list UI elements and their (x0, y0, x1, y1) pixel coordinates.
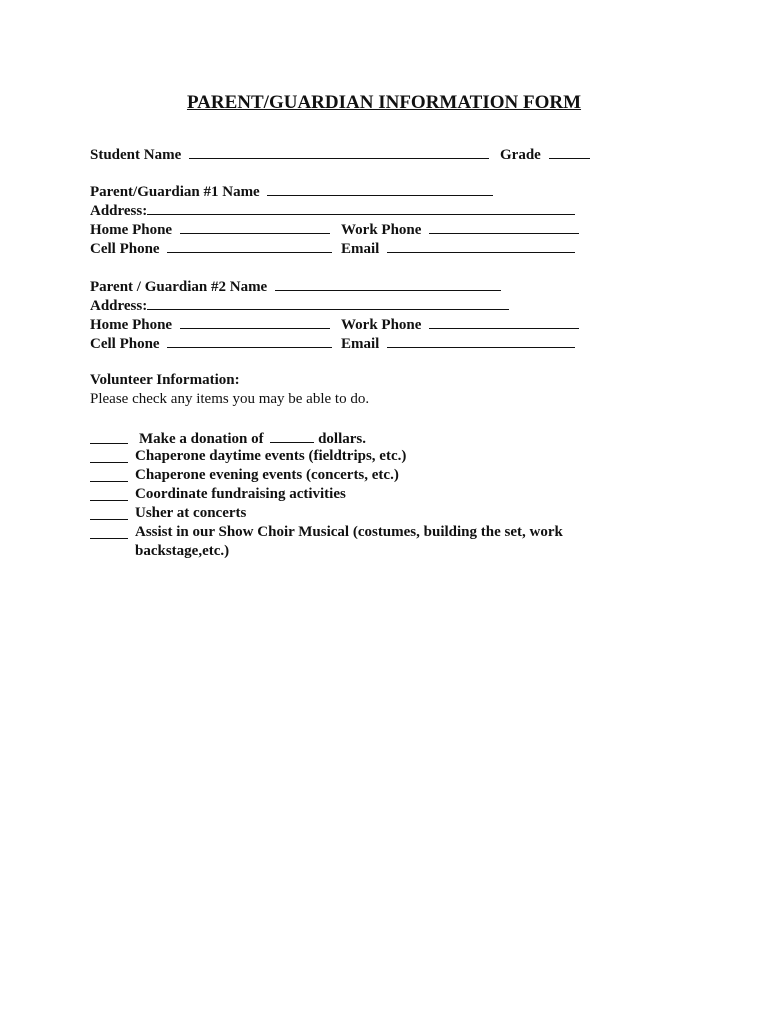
volunteer-item-musical-continued: backstage,etc.) (135, 543, 230, 559)
guardian2-work-phone-row (341, 314, 579, 335)
volunteer-item-fundraising: Coordinate fundraising activities (135, 486, 346, 502)
form-title: PARENT/GUARDIAN INFORMATION FORM (186, 92, 582, 113)
guardian2-address-row (90, 295, 509, 316)
guardian2-cell-phone-field[interactable] (167, 333, 332, 348)
musical-checkbox-blank[interactable] (90, 523, 128, 539)
volunteer-item-evening: Chaperone evening events (concerts, etc.) (135, 467, 399, 483)
guardian2-email-row (341, 333, 575, 354)
guardian1-email-field[interactable] (387, 238, 575, 253)
guardian2-email-field[interactable] (387, 333, 575, 348)
volunteer-instructions: Please check any items you may be able to do. (90, 391, 370, 407)
donation-prefix: Make a donation of (139, 431, 264, 447)
evening-checkbox-blank[interactable] (90, 466, 128, 482)
student-name-label: Student Name (90, 147, 182, 163)
daytime-checkbox-blank[interactable] (90, 447, 128, 463)
guardian2-name-row (90, 276, 501, 297)
guardian1-name-label: Parent/Guardian #1 Name (90, 184, 260, 200)
guardian1-email-label: Email (341, 241, 380, 257)
guardian2-email-label: Email (341, 336, 380, 352)
guardian1-home-phone-row (90, 219, 330, 240)
guardian1-work-phone-label: Work Phone (341, 222, 422, 238)
donation-checkbox-blank[interactable] (90, 428, 128, 444)
guardian1-email-row (341, 238, 575, 259)
student-name-field[interactable] (189, 144, 489, 159)
volunteer-item-musical: Assist in our Show Choir Musical (costumes, building the set, work (135, 524, 563, 540)
guardian1-address-field[interactable] (147, 200, 575, 215)
grade-field[interactable] (549, 144, 590, 159)
guardian2-address-field[interactable] (147, 295, 509, 310)
volunteer-item-daytime: Chaperone daytime events (fieldtrips, etc.) (135, 448, 407, 464)
guardian2-cell-phone-row (90, 333, 332, 354)
guardian1-work-phone-row (341, 219, 579, 240)
guardian2-home-phone-label: Home Phone (90, 317, 173, 333)
donation-suffix: dollars. (318, 431, 367, 447)
guardian1-address-row (90, 200, 575, 221)
guardian2-address-label: Address: (90, 298, 148, 314)
grade-row (500, 144, 590, 165)
volunteer-heading: Volunteer Information: (90, 372, 240, 388)
usher-checkbox-blank[interactable] (90, 504, 128, 520)
grade-label: Grade (500, 147, 541, 163)
guardian1-name-field[interactable] (267, 181, 493, 196)
guardian2-home-phone-row (90, 314, 330, 335)
guardian2-work-phone-label: Work Phone (341, 317, 422, 333)
fundraising-checkbox-blank[interactable] (90, 485, 128, 501)
donation-amount-field[interactable] (270, 428, 314, 443)
guardian2-cell-phone-label: Cell Phone (90, 336, 160, 352)
guardian2-work-phone-field[interactable] (429, 314, 579, 329)
volunteer-item-usher: Usher at concerts (135, 505, 247, 521)
guardian2-name-label: Parent / Guardian #2 Name (90, 279, 268, 295)
guardian1-work-phone-field[interactable] (429, 219, 579, 234)
guardian1-home-phone-label: Home Phone (90, 222, 173, 238)
guardian2-home-phone-field[interactable] (180, 314, 330, 329)
guardian1-home-phone-field[interactable] (180, 219, 330, 234)
guardian1-address-label: Address: (90, 203, 148, 219)
guardian1-cell-phone-label: Cell Phone (90, 241, 160, 257)
donation-row (139, 428, 366, 449)
guardian1-name-row (90, 181, 493, 202)
guardian1-cell-phone-field[interactable] (167, 238, 332, 253)
guardian2-name-field[interactable] (275, 276, 501, 291)
student-name-row (90, 144, 489, 165)
guardian1-cell-phone-row (90, 238, 332, 259)
